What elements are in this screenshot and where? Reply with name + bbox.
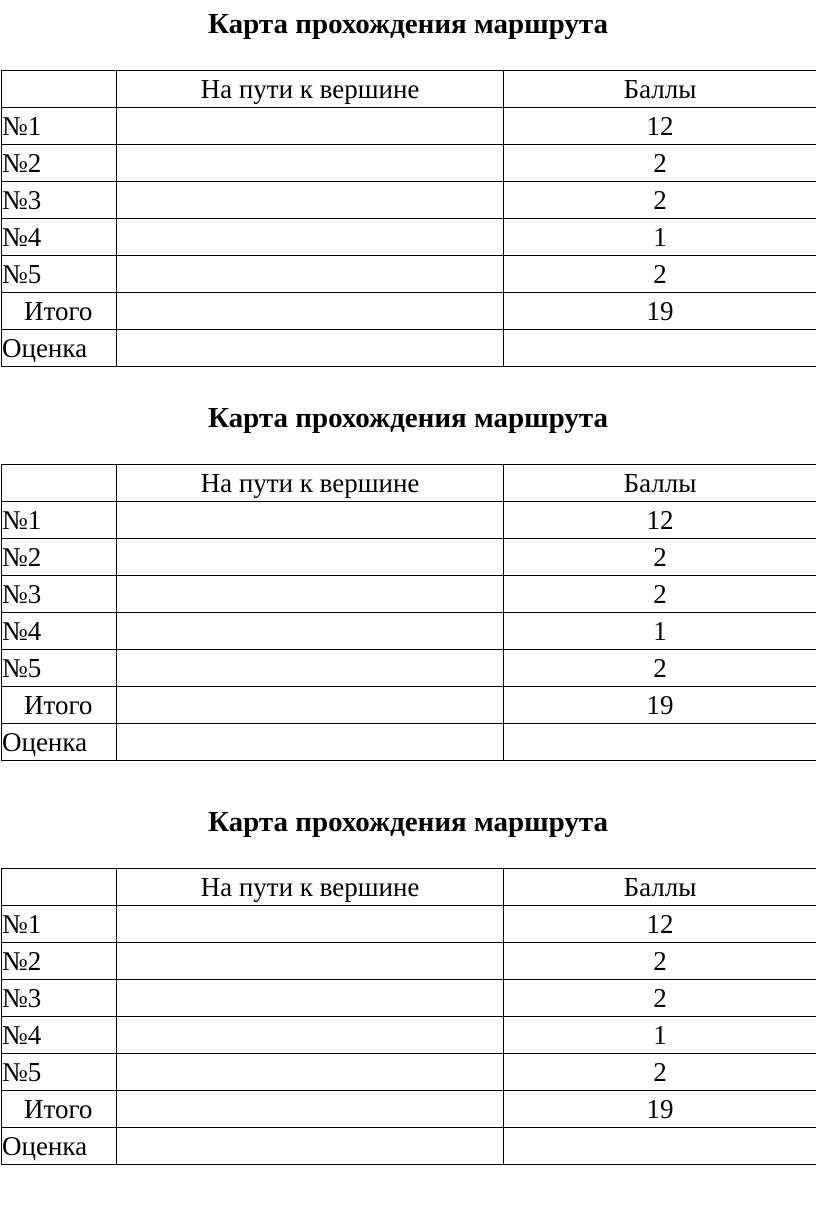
row-label: Оценка xyxy=(2,1128,117,1165)
route-cell xyxy=(117,293,504,330)
points-cell: 19 xyxy=(504,1091,816,1128)
row-label: №5 xyxy=(2,650,117,687)
row-label: Оценка xyxy=(2,724,117,761)
card-title: Карта прохождения маршрута xyxy=(208,8,608,40)
header-on-the-way-to-summit: На пути к вершине xyxy=(117,465,504,502)
row-label: №3 xyxy=(2,182,117,219)
route-cell xyxy=(117,539,504,576)
table-row-total xyxy=(2,1091,816,1128)
table-row xyxy=(2,1017,816,1054)
row-label: №1 xyxy=(2,906,117,943)
route-cell xyxy=(117,145,504,182)
header-points: Баллы xyxy=(504,71,816,108)
card-title: Карта прохождения маршрута xyxy=(208,806,608,838)
table-row xyxy=(2,182,816,219)
points-cell: 1 xyxy=(504,219,816,256)
points-cell: 12 xyxy=(504,108,816,145)
row-label: №1 xyxy=(2,108,117,145)
points-cell: 1 xyxy=(504,1017,816,1054)
route-cell xyxy=(117,943,504,980)
route-table xyxy=(1,868,816,1165)
route-cell xyxy=(117,1054,504,1091)
table-row xyxy=(2,906,816,943)
table-row xyxy=(2,145,816,182)
row-label: №5 xyxy=(2,1054,117,1091)
table-row xyxy=(2,980,816,1017)
route-cell xyxy=(117,576,504,613)
points-cell: 1 xyxy=(504,613,816,650)
row-label: Итого xyxy=(2,1091,117,1128)
grade-cell xyxy=(504,724,816,761)
row-label: Оценка xyxy=(2,330,117,367)
table-row xyxy=(2,502,816,539)
points-cell: 2 xyxy=(504,539,816,576)
row-label: №4 xyxy=(2,219,117,256)
header-points: Баллы xyxy=(504,465,816,502)
table-row-grade xyxy=(2,1128,816,1165)
card-title: Карта прохождения маршрута xyxy=(208,402,608,434)
row-label: №5 xyxy=(2,256,117,293)
route-cell xyxy=(117,650,504,687)
route-table xyxy=(1,464,816,761)
table-row xyxy=(2,650,816,687)
header-blank-cell xyxy=(2,465,117,502)
table-row xyxy=(2,539,816,576)
route-cell xyxy=(117,687,504,724)
row-label: №3 xyxy=(2,576,117,613)
table-row xyxy=(2,943,816,980)
row-label: №4 xyxy=(2,613,117,650)
table-row xyxy=(2,1054,816,1091)
points-cell: 2 xyxy=(504,256,816,293)
table-row-grade xyxy=(2,724,816,761)
table-row xyxy=(2,256,816,293)
table-row xyxy=(2,576,816,613)
row-label: Итого xyxy=(2,687,117,724)
row-label: №3 xyxy=(2,980,117,1017)
table-row xyxy=(2,108,816,145)
route-cell xyxy=(117,980,504,1017)
grade-cell xyxy=(504,330,816,367)
points-cell: 2 xyxy=(504,576,816,613)
points-cell: 12 xyxy=(504,906,816,943)
table-header-row xyxy=(2,869,816,906)
header-blank-cell xyxy=(2,869,117,906)
row-label: №1 xyxy=(2,502,117,539)
table-header-row xyxy=(2,465,816,502)
route-cell xyxy=(117,613,504,650)
route-cell xyxy=(117,182,504,219)
header-on-the-way-to-summit: На пути к вершине xyxy=(117,869,504,906)
route-cell xyxy=(117,256,504,293)
table-row-grade xyxy=(2,330,816,367)
table-row-total xyxy=(2,687,816,724)
header-on-the-way-to-summit: На пути к вершине xyxy=(117,71,504,108)
row-label: №2 xyxy=(2,145,117,182)
route-cell xyxy=(117,108,504,145)
route-cell xyxy=(117,219,504,256)
header-blank-cell xyxy=(2,71,117,108)
points-cell: 2 xyxy=(504,980,816,1017)
points-cell: 2 xyxy=(504,943,816,980)
route-cell xyxy=(117,906,504,943)
grade-cell xyxy=(504,1128,816,1165)
row-label: №2 xyxy=(2,539,117,576)
points-cell: 2 xyxy=(504,182,816,219)
table-header-row xyxy=(2,71,816,108)
table-row xyxy=(2,219,816,256)
table-row xyxy=(2,613,816,650)
route-cell xyxy=(117,724,504,761)
points-cell: 12 xyxy=(504,502,816,539)
route-cell xyxy=(117,330,504,367)
table-row-total xyxy=(2,293,816,330)
row-label: Итого xyxy=(2,293,117,330)
route-table xyxy=(1,70,816,367)
points-cell: 19 xyxy=(504,293,816,330)
route-cell xyxy=(117,1017,504,1054)
route-cell xyxy=(117,1128,504,1165)
points-cell: 19 xyxy=(504,687,816,724)
points-cell: 2 xyxy=(504,1054,816,1091)
points-cell: 2 xyxy=(504,145,816,182)
points-cell: 2 xyxy=(504,650,816,687)
route-cell xyxy=(117,1091,504,1128)
row-label: №4 xyxy=(2,1017,117,1054)
row-label: №2 xyxy=(2,943,117,980)
header-points: Баллы xyxy=(504,869,816,906)
route-cell xyxy=(117,502,504,539)
